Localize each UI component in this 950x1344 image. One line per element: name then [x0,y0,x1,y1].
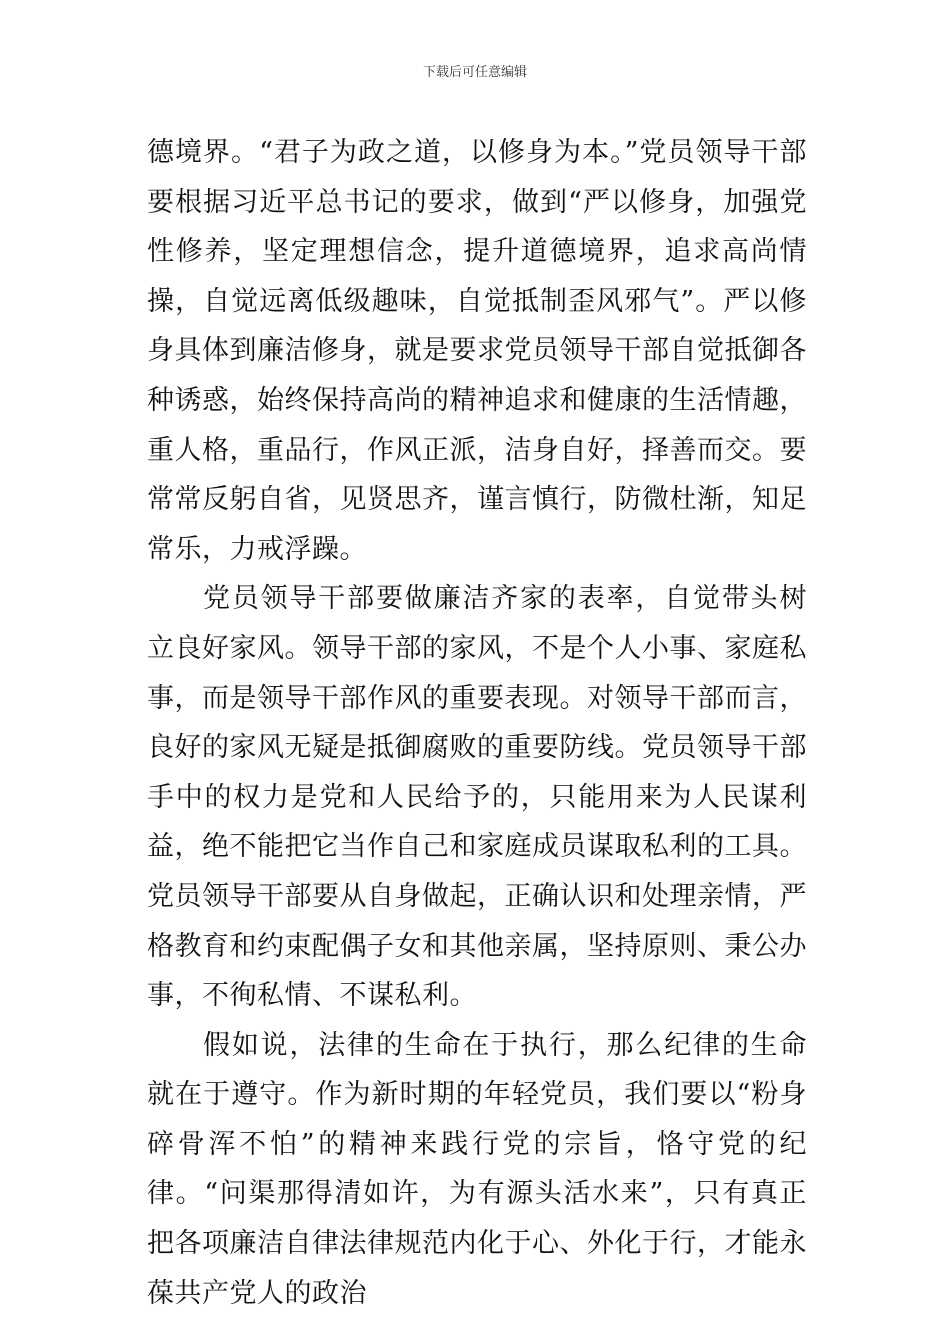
paragraph-discipline: 假如说，法律的生命在于执行，那么纪律的生命就在于遵守。作为新时期的年轻党员，我们要以“粉身碎骨浑不怕”的精神来践行党的宗旨，恪守党的纪律。“问渠那得清如许，为有源头活水来”，只有真正把各项廉洁自律法律规范内化于心、外化于行，才能永葆共产党人的政治 [147,1029,807,1309]
paragraph-continuation: 德境界。“君子为政之道，以修身为本。”党员领导干部要根据习近平总书记的要求，做到“严以修身，加强党性修养，坚定理想信念，提升道德境界，追求高尚情操，自觉远离低级趣味，自觉抵制歪风邪气”。严以修身具体到廉洁修身，就是要求党员领导干部自觉抵御各种诱惑，始终保持高尚的精神追求和健康的生活情趣，重人格，重品行，作风正派，洁身自好，择善而交。要常常反躬自省，见贤思齐，谨言慎行，防微杜渐，知足常乐，力戒浮躁。 [147,137,807,565]
document-body [147,128,807,1318]
paragraph-family-conduct: 党员领导干部要做廉洁齐家的表率，自觉带头树立良好家风。领导干部的家风，不是个人小事、家庭私事，而是领导干部作风的重要表现。对领导干部而言，良好的家风无疑是抵御腐败的重要防线。党员领导干部手中的权力是党和人民给予的，只能用来为人民谋利益，绝不能把它当作自己和家庭成员谋取私利的工具。党员领导干部要从自身做起，正确认识和处理亲情，严格教育和约束配偶子女和其他亲属，坚持原则、秉公办事，不徇私情、不谋私利。 [147,583,807,1012]
page-header: 下载后可任意编辑 [422,65,527,80]
